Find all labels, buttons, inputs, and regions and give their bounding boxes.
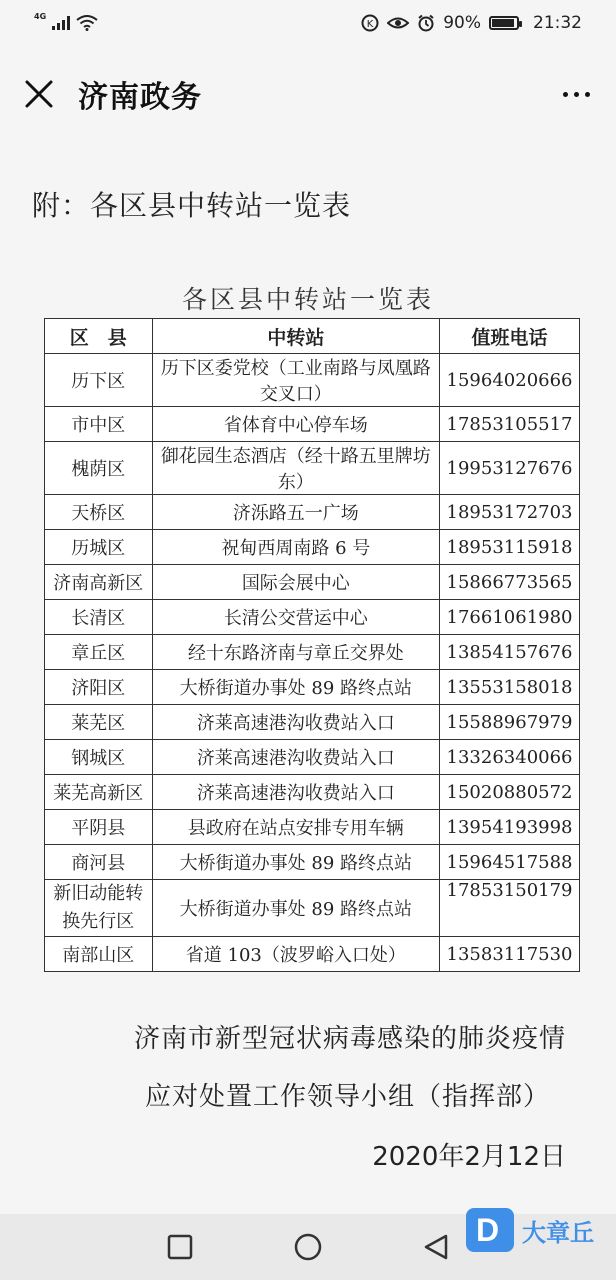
status-left: [34, 11, 98, 31]
triangle-back-icon: [422, 1233, 450, 1261]
eye-comfort-icon: [387, 14, 409, 32]
phone-cell: 13583117530: [440, 937, 580, 972]
district-cell: 莱芜高新区: [45, 775, 153, 810]
table-row: [45, 565, 580, 600]
header-phone: 值班电话: [440, 319, 580, 354]
status-right: [361, 13, 582, 33]
watermark-text: 大章丘: [522, 1218, 594, 1247]
phone-cell: 13854157676: [440, 635, 580, 670]
station-cell: 御花园生态酒店（经十路五里牌坊东）: [152, 442, 439, 495]
station-cell: 省道 103（波罗峪入口处）: [152, 937, 439, 972]
more-dot-icon: [563, 92, 568, 97]
district-cell: 济南高新区: [45, 565, 153, 600]
station-cell: 济莱高速港沟收费站入口: [152, 705, 439, 740]
watermark-logo-icon: [466, 1208, 514, 1252]
close-button[interactable]: [22, 77, 56, 111]
station-cell: 省体育中心停车场: [152, 407, 439, 442]
station-cell: 国际会展中心: [152, 565, 439, 600]
table-row: [45, 354, 580, 407]
data-saver-icon: [361, 14, 379, 32]
transit-station-table: [44, 318, 580, 972]
clock: 21:32: [533, 13, 582, 33]
district-cell: 商河县: [45, 845, 153, 880]
phone-cell: 17853150179: [440, 880, 580, 937]
battery-icon: [489, 16, 519, 30]
table-row: [45, 530, 580, 565]
district-cell: 章丘区: [45, 635, 153, 670]
station-cell: 经十东路济南与章丘交界处: [152, 635, 439, 670]
phone-cell: 15020880572: [440, 775, 580, 810]
table-row: [45, 705, 580, 740]
district-cell: 南部山区: [45, 937, 153, 972]
district-cell: 济阳区: [45, 670, 153, 705]
header-station: 中转站: [152, 319, 439, 354]
phone-cell: 18953115918: [440, 530, 580, 565]
annex-heading: 附：各区县中转站一览表: [32, 189, 352, 222]
district-cell: 平阴县: [45, 810, 153, 845]
close-icon: [24, 79, 54, 109]
wifi-icon: [76, 15, 98, 31]
signature-line-1: 济南市新型冠状病毒感染的肺炎疫情: [133, 1024, 566, 1054]
back-button[interactable]: [420, 1231, 452, 1263]
district-cell: 新旧动能转换先行区: [45, 880, 153, 937]
phone-cell: 19953127676: [440, 442, 580, 495]
table-row: [45, 880, 580, 937]
home-button[interactable]: [292, 1231, 324, 1263]
table-row: [45, 407, 580, 442]
table-row: [45, 937, 580, 972]
station-cell: 大桥街道办事处 89 路终点站: [152, 880, 439, 937]
table-header-row: [45, 319, 580, 354]
recent-apps-button[interactable]: [164, 1231, 196, 1263]
district-cell: 天桥区: [45, 495, 153, 530]
station-cell: 大桥街道办事处 89 路终点站: [152, 845, 439, 880]
district-cell: 莱芜区: [45, 705, 153, 740]
alarm-icon: [417, 14, 435, 32]
more-dot-icon: [574, 92, 579, 97]
table-caption: 各区县中转站一览表: [181, 285, 434, 314]
title-bar: [0, 56, 616, 132]
phone-cell: 13954193998: [440, 810, 580, 845]
station-cell: 济莱高速港沟收费站入口: [152, 775, 439, 810]
signature-line-2: 应对处置工作领导小组（指挥部）: [144, 1082, 550, 1112]
station-cell: 大桥街道办事处 89 路终点站: [152, 670, 439, 705]
signature-date: 2020年2月12日: [372, 1142, 566, 1172]
phone-cell: 13326340066: [440, 740, 580, 775]
district-cell: 市中区: [45, 407, 153, 442]
watermark: [466, 1208, 594, 1252]
station-cell: 长清公交营运中心: [152, 600, 439, 635]
watermark-logo-letter: D: [476, 1212, 500, 1248]
table-row: [45, 635, 580, 670]
phone-cell: 15964517588: [440, 845, 580, 880]
svg-text:K: K: [366, 19, 374, 30]
district-cell: 槐荫区: [45, 442, 153, 495]
phone-cell: 17853105517: [440, 407, 580, 442]
table-row: [45, 495, 580, 530]
table-row: [45, 670, 580, 705]
more-dot-icon: [585, 92, 590, 97]
table-row: [45, 600, 580, 635]
phone-cell: 18953172703: [440, 495, 580, 530]
station-cell: 县政府在站点安排专用车辆: [152, 810, 439, 845]
district-cell: 长清区: [45, 600, 153, 635]
header-district: 区 县: [45, 319, 153, 354]
battery-percent: 90%: [443, 13, 481, 33]
phone-cell: 17661061980: [440, 600, 580, 635]
station-cell: 济莱高速港沟收费站入口: [152, 740, 439, 775]
phone-cell: 15866773565: [440, 565, 580, 600]
network-type: 4G: [34, 11, 47, 21]
phone-cell: 15964020666: [440, 354, 580, 407]
phone-cell: 13553158018: [440, 670, 580, 705]
square-icon: [167, 1234, 193, 1260]
more-options-button[interactable]: [559, 84, 594, 105]
station-cell: 历下区委党校（工业南路与凤凰路交叉口）: [152, 354, 439, 407]
table-row: [45, 775, 580, 810]
table-row: [45, 810, 580, 845]
station-cell: 济泺路五一广场: [152, 495, 439, 530]
district-cell: 历下区: [45, 354, 153, 407]
table-row: [45, 442, 580, 495]
signal-icon: [52, 16, 70, 30]
phone-cell: 15588967979: [440, 705, 580, 740]
table-row: [45, 740, 580, 775]
district-cell: 历城区: [45, 530, 153, 565]
circle-icon: [293, 1232, 323, 1262]
status-bar: [0, 0, 616, 46]
station-cell: 祝甸西周南路 6 号: [152, 530, 439, 565]
table-row: [45, 845, 580, 880]
district-cell: 钢城区: [45, 740, 153, 775]
page-title: 济南政务: [78, 80, 202, 115]
